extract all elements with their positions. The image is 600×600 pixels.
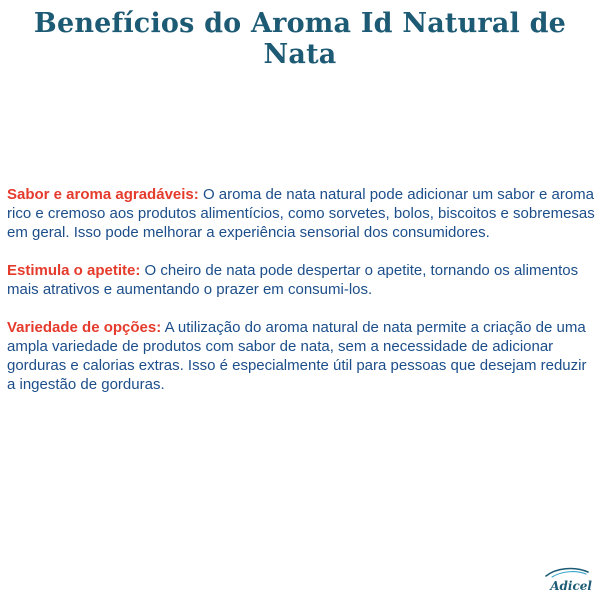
benefit-item	[7, 261, 595, 299]
benefit-heading: Estimula o apetite:	[7, 262, 141, 279]
benefit-heading: Sabor e aroma agradáveis:	[7, 186, 199, 203]
benefits-list	[7, 185, 595, 413]
benefit-text: O aroma de nata natural pode adicionar um sabor e aroma rico e cremoso aos produtos alimentícios, como sorvetes, bolos, biscoitos e sobremesas em geral. Isso pode melhorar a experiência sensorial dos consumidores.	[7, 186, 595, 241]
adicel-logo	[540, 566, 592, 592]
benefit-text: O cheiro de nata pode despertar o apetite, tornando os alimentos mais atrativos e aumentando o prazer em consumi-los.	[7, 262, 579, 298]
benefit-text: A utilização do aroma natural de nata permite a criação de uma ampla variedade de produtos com sabor de nata, sem a necessidade de adicionar gorduras e calorias extras. Isso é especialmente útil para pessoas que desejam reduzir a ingestão de gorduras.	[7, 319, 587, 393]
benefit-item	[7, 185, 595, 242]
page-title: Benefícios do Aroma Id Natural de Nata	[33, 8, 567, 70]
logo-swoosh-icon	[544, 566, 590, 580]
benefit-item	[7, 318, 595, 394]
logo-text: Adicel	[550, 579, 592, 593]
benefit-heading: Variedade de opções:	[7, 319, 162, 336]
